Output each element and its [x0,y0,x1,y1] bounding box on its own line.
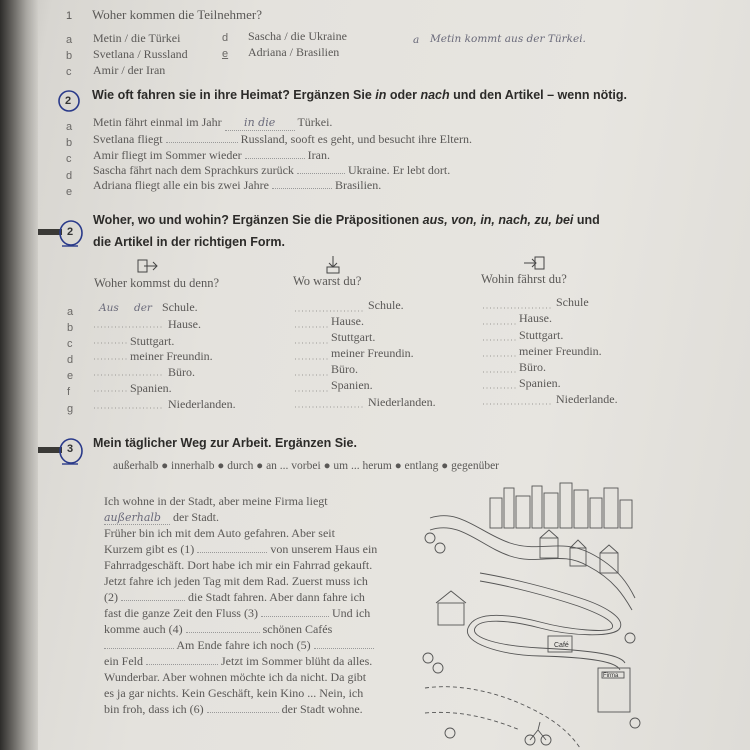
ex0-item-a: Metin / die Türkei [93,31,181,45]
ex2-c-w3: Stuttgart. [519,328,564,342]
ex2-letter-b: b [67,322,74,334]
ex2-letter-e: e [67,370,74,382]
ex2-a-w3: Schule [556,295,589,309]
ex2-blank-lines [90,300,650,416]
ex1-letter-c: c [66,153,72,165]
ex2-a-w1: Schule. [162,300,198,314]
map-label-firma: Firma [603,673,619,679]
ex2-b-w2: Hause. [331,314,364,328]
ex3-line-6: Jetzt fahre ich jeden Tag mit dem Rad. Zuerst muss ich [104,574,368,588]
ex2-f-w2: Spanien. [331,378,373,392]
ex3-line-14: bin froh, dass ich (6) der Stadt wohne. [104,702,363,716]
ex0-letter-a: a [66,34,73,46]
ex1-item-a: Metin fährt einmal im Jahr in die Türkei. [93,115,333,129]
ex0-letter-b: b [66,50,73,62]
ex2-col3-head: Wohin fährst du? [481,272,567,286]
ex2-number: 2 [67,226,74,238]
ex3-line-1: Ich wohne in der Stadt, aber meine Firma liegt [104,494,328,508]
ex2-b-w1: Hause. [168,317,201,331]
ex3-line-3: Früher bin ich mit dem Auto gefahren. Aber seit [104,526,335,540]
map-label-cafe: Café [554,642,569,649]
ex3-line-8: fast die ganze Zeit den Fluss (3) Und ich [104,606,371,620]
ex3-line-12: Wunderbar. Aber wohnen möchte ich da nicht. Da gibt [104,670,367,684]
ex0-item-e: Adriana / Brasilien [248,45,340,59]
ex1-item-b: Svetlana fliegt Russland, sooft es geht, und besucht ihre Eltern. [93,132,472,146]
ex2-g-w3: Niederlande. [556,392,618,406]
ex3-line-4: Kurzem gibt es (1) von unserem Haus ein [104,542,378,556]
ex2-f-w1: Spanien. [130,381,172,395]
ex1-number: 2 [65,95,72,107]
ex1-letter-b: b [66,137,73,149]
ex0-item-c: Amir / der Iran [93,63,166,77]
ex2-heading-line1: Woher, wo und wohin? Ergänzen Sie die Präpositionen aus, von, in, nach, zu, bei und [93,213,600,227]
door-out-icon [136,258,160,274]
ex2-letter-c: c [67,338,73,350]
book-spine [0,0,38,750]
map-illustration [420,478,645,750]
ex2-c-w1: Stuttgart. [130,334,175,348]
ex2-b-w3: Hause. [519,311,552,325]
ex3-word-bank: außerhalb ● innerhalb ● durch ● an ... vorbei ● um ... herum ● entlang ● gegenüber [113,460,500,472]
location-pin-icon [324,255,342,275]
ex1-letter-a: a [66,121,73,133]
ex3-number: 3 [67,443,74,455]
ex0-answer-letter: a [413,34,420,46]
ex2-d-w3: meiner Freundin. [519,344,602,358]
ex1-heading: Wie oft fahren sie in ihre Heimat? Ergänzen Sie in oder nach und den Artikel – wenn nötig. [92,88,627,102]
ex3-line-5: Fahrradgeschäft. Dort habe ich mir ein Fahrrad gekauft. [104,558,373,572]
ex2-col2-head: Wo warst du? [293,274,362,288]
ex2-c-w2: Stuttgart. [331,330,376,344]
ex2-g-w2: Niederlanden. [368,395,436,409]
ex2-letter-f: f [67,386,71,398]
ex2-letter-g: g [67,403,74,415]
ex2-g-w1: Niederlanden. [168,397,236,411]
ex2-d-w2: meiner Freundin. [331,346,414,360]
ex2-f-w3: Spanien. [519,376,561,390]
ex0-number: 1 [66,10,73,22]
ex2-a-fill1: Aus [99,302,119,314]
ex2-letter-d: d [67,354,74,366]
ex1-item-c: Amir fliegt im Sommer wieder Iran. [93,148,330,162]
ex0-answer: Metin kommt aus der Türkei. [430,33,586,45]
ex2-e-w3: Büro. [519,360,546,374]
ex2-a-fill2: der [134,302,152,314]
ex0-letter-c: c [66,66,72,78]
door-in-icon [523,255,547,271]
ex0-item-b: Svetlana / Russland [93,47,188,61]
ex2-letter-a: a [67,306,74,318]
ex2-heading-line2: die Artikel in der richtigen Form. [93,235,285,249]
ex2-a-w2: Schule. [368,298,404,312]
ex0-item-d: Sascha / die Ukraine [248,29,347,43]
ex2-e-w2: Büro. [331,362,358,376]
ex2-col1-head: Woher kommst du denn? [94,276,220,290]
ex1-letter-d: d [66,170,73,182]
ex3-heading: Mein täglicher Weg zur Arbeit. Ergänzen Sie. [93,436,357,450]
ex3-line-11: ein Feld Jetzt im Sommer blüht da alles. [104,654,373,668]
ex2-d-w1: meiner Freundin. [130,349,213,363]
ex3-line-2: außerhalb der Stadt. [104,510,219,524]
ex0-letter-e: e [222,48,229,60]
ex0-question: Woher kommen die Teilnehmer? [92,7,262,22]
ex2-e-w1: Büro. [168,365,195,379]
ex1-letter-e: e [66,186,73,198]
ex3-line-13: es ja gar nichts. Kein Geschäft, kein Kino ... Nein, ich [104,686,364,700]
ex3-line-10: Am Ende fahre ich noch (5) [104,638,374,653]
ex3-line-7: (2) die Stadt fahren. Aber dann fahre ich [104,590,365,604]
ex0-letter-d: d [222,32,229,44]
ex3-line-9: komme auch (4) schönen Cafés [104,622,333,636]
ex1-item-d: Sascha fährt nach dem Sprachkurs zurück Ukraine. Er lebt dort. [93,163,451,177]
ex1-item-e: Adriana fliegt alle ein bis zwei Jahre Brasilien. [93,178,382,192]
